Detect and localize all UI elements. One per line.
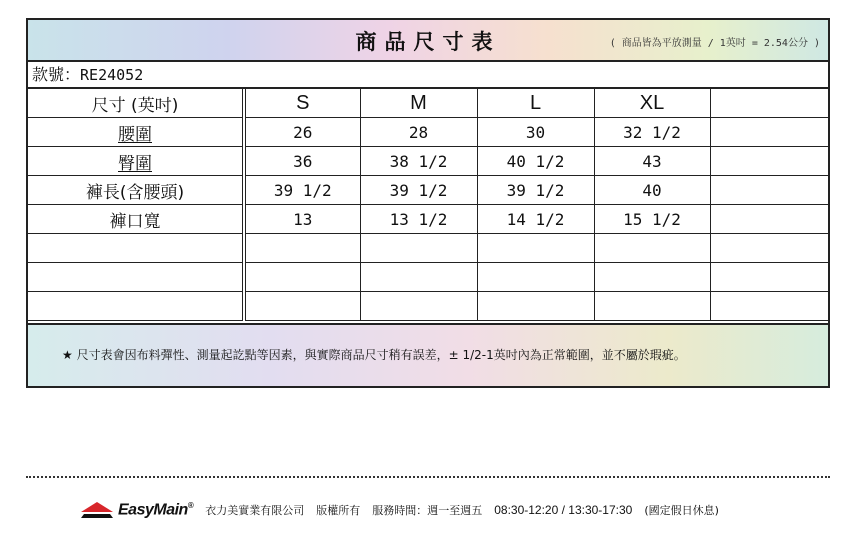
- size-m-header: M: [360, 89, 477, 118]
- table-cell: [594, 234, 710, 263]
- row-label-empty: [28, 292, 244, 321]
- table-row: [28, 118, 828, 147]
- table-cell: [594, 292, 710, 321]
- table-cell: [477, 292, 594, 321]
- table-cell: 15 1/2: [594, 205, 710, 234]
- table-cell: 39 1/2: [360, 176, 477, 205]
- model-label: 款號：: [32, 65, 81, 84]
- row-label-empty: [28, 234, 244, 263]
- row-label-length: 褲長(含腰頭): [28, 176, 244, 205]
- table-cell: [477, 263, 594, 292]
- table-row: [28, 205, 828, 234]
- table-cell: 39 1/2: [244, 176, 360, 205]
- model-number-row: [28, 62, 828, 89]
- brand-name: EasyMain®: [118, 500, 194, 519]
- brand-logo: [80, 501, 193, 519]
- table-cell: [360, 263, 477, 292]
- table-cell: 13 1/2: [360, 205, 477, 234]
- table-cell: 40: [594, 176, 710, 205]
- table-row: [28, 234, 828, 263]
- chart-title: 商品尺寸表: [355, 30, 501, 54]
- model-code: RE24052: [80, 66, 144, 84]
- table-cell: 39 1/2: [477, 176, 594, 205]
- company-footer: [80, 498, 820, 522]
- table-cell: [710, 292, 828, 321]
- table-row: [28, 176, 828, 205]
- table-cell: 32 1/2: [594, 118, 710, 147]
- size-header-row: [28, 89, 828, 118]
- size-xl-header: XL: [594, 89, 710, 118]
- table-cell: [710, 118, 828, 147]
- table-cell: 36: [244, 147, 360, 176]
- company-name: 衣力美實業有限公司: [205, 504, 305, 517]
- table-cell: [710, 263, 828, 292]
- title-bar: [28, 20, 828, 62]
- service-hours-label: 服務時間：週一至週五: [372, 504, 483, 517]
- table-cell: [710, 176, 828, 205]
- rights-text: 版權所有: [316, 504, 361, 517]
- table-cell: 43: [594, 147, 710, 176]
- table-row: [28, 147, 828, 176]
- size-chart: [26, 18, 830, 388]
- table-cell: 26: [244, 118, 360, 147]
- measurement-note: ( 商品皆為平放測量 / 1英吋 = 2.54公分 ): [609, 38, 820, 49]
- table-cell: [244, 292, 360, 321]
- table-cell: [244, 263, 360, 292]
- table-cell: [360, 292, 477, 321]
- corner-cell: 尺寸 (英吋): [28, 89, 244, 118]
- row-label-waist: 腰圍: [28, 118, 244, 147]
- row-label-leg-opening: 褲口寬: [28, 205, 244, 234]
- footnote-text: ★ 尺寸表會因布料彈性、測量起訖點等因素，與實際商品尺寸稍有誤差，± 1/2-1英吋內為正常範圍，並不屬於瑕疵。: [62, 348, 686, 362]
- size-l-header: L: [477, 89, 594, 118]
- table-cell: 14 1/2: [477, 205, 594, 234]
- table-cell: 40 1/2: [477, 147, 594, 176]
- table-cell: [710, 147, 828, 176]
- footnote-bar: [28, 323, 828, 386]
- mountain-logo-icon: [80, 501, 114, 519]
- row-label-empty: [28, 263, 244, 292]
- holiday-note: (國定假日休息): [644, 504, 719, 517]
- table-cell: 13: [244, 205, 360, 234]
- row-label-hip: 臀圍: [28, 147, 244, 176]
- dotted-divider: [26, 476, 830, 478]
- size-s-header: S: [244, 89, 360, 118]
- table-cell: [360, 234, 477, 263]
- table-row: [28, 292, 828, 321]
- table-cell: 28: [360, 118, 477, 147]
- table-cell: [594, 263, 710, 292]
- table-cell: [710, 234, 828, 263]
- table-cell: 30: [477, 118, 594, 147]
- table-row: [28, 263, 828, 292]
- table-cell: [244, 234, 360, 263]
- size-table: [28, 89, 828, 321]
- size-extra-header: [710, 89, 828, 118]
- table-cell: 38 1/2: [360, 147, 477, 176]
- table-cell: [477, 234, 594, 263]
- service-hours: 08:30-12:20 / 13:30-17:30: [494, 503, 633, 517]
- table-cell: [710, 205, 828, 234]
